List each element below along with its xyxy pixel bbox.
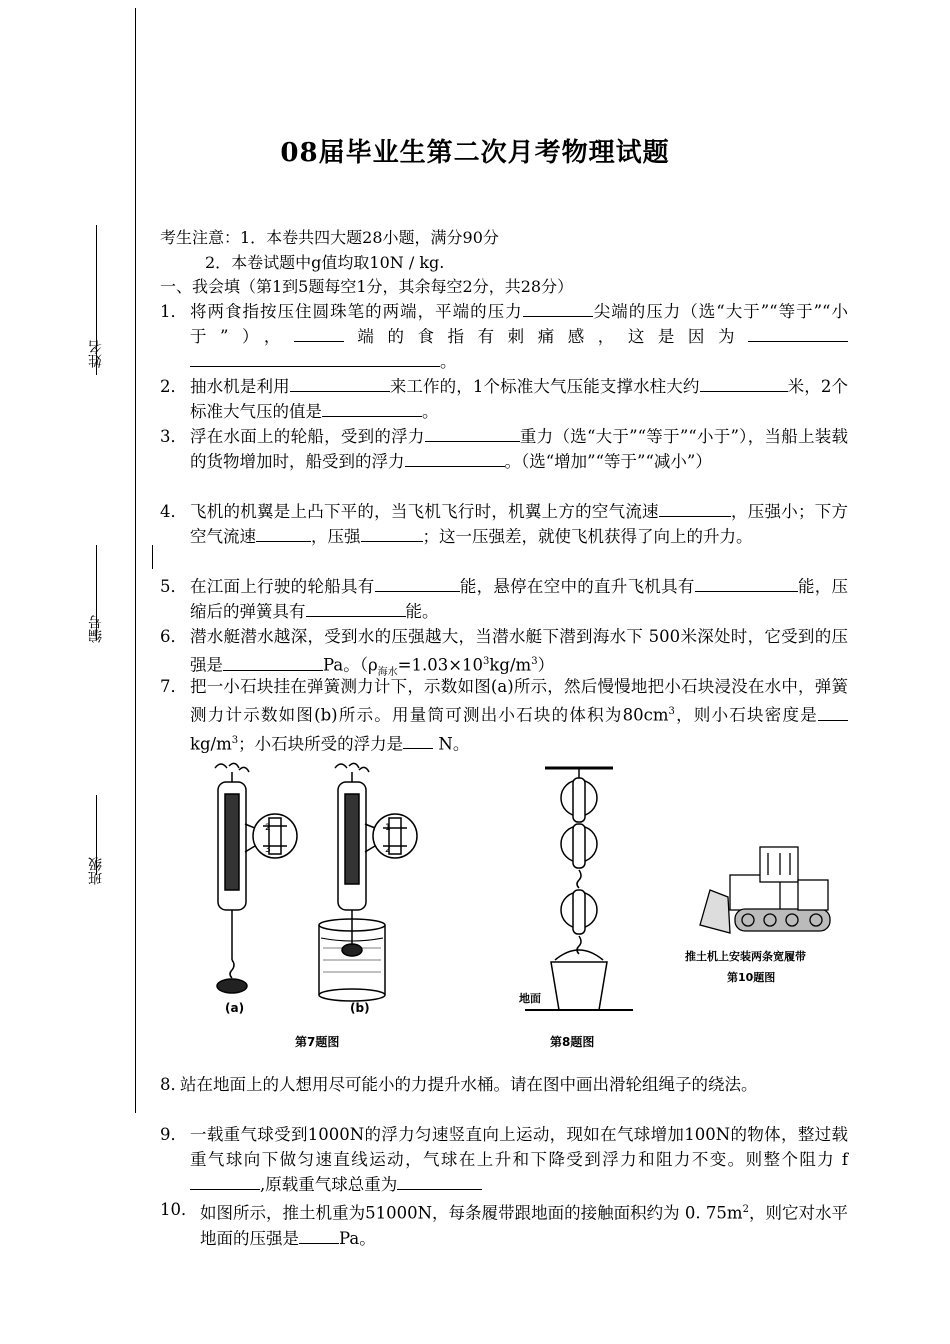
question-text: 尖端的压力（选“大于”“等于”“小于”）， [190,302,849,346]
question-text: 能。 [405,602,439,621]
question-text: ，压强 [311,527,361,546]
class-label: 班级 [88,857,104,885]
figure-8-pulley [515,760,635,1020]
binding-line [135,8,136,1113]
answer-blank[interactable] [361,525,423,542]
question-text: 潜水艇潜水越深，受到水的压强越大，当潜水艇下潜到海水下 500米深处时，它受到的压强是 [190,627,848,675]
figure-10-label: 推土机上安装两条宽履带 [685,950,806,963]
name-label: 姓名 [88,340,104,368]
figure-10-caption: 第10题图 [727,971,776,984]
figure-10-bulldozer [690,835,840,945]
question-text: N。 [433,734,470,753]
question-text: 。 [440,352,457,371]
question-3 [160,424,848,474]
question-text: 把一小石块挂在弹簧测力计下，示数如图(a)所示，然后慢慢地把小石块浸没在水中，弹簧测力计示数如图(b)所示。用量筒可测出小石块的体积为80cm [190,677,848,725]
question-number: 2． [160,377,187,396]
figure-7-caption: 第7题图 [295,1035,340,1049]
question-text: kg/m [190,734,232,753]
question-text: 将两食指按压住圆珠笔的两端，平端的压力 [190,302,523,321]
question-text: 抽水机是利用 [190,377,290,396]
question-text: 浮在水面上的轮船，受到的浮力 [190,427,425,446]
answer-blank[interactable] [523,300,593,317]
answer-blank[interactable] [375,575,460,592]
answer-blank[interactable] [190,1173,260,1190]
question-2 [160,374,848,424]
question-text: =1.03×10 [397,655,484,675]
answer-blank[interactable] [322,400,422,417]
superscript: 3 [231,734,239,746]
question-text: 能，压缩后的弹簧具有 [190,577,849,621]
class-field[interactable] [78,795,118,905]
superscript: 2 [742,1204,749,1215]
question-number: 5． [160,577,187,596]
question-number: 1． [160,302,187,321]
question-number: 6． [160,627,187,646]
notice-line-1: 考生注意：1．本卷共四大题28小题，满分90分 [160,228,499,247]
question-number: 4． [160,502,187,521]
question-text: Pa。（ρ [323,655,378,675]
question-text: kg/m [489,655,532,675]
question-1 [160,299,848,374]
question-text: ，则小石块密度是 [674,705,819,725]
figure-7-spring-scale [205,760,440,1015]
answer-blank[interactable] [299,1227,339,1244]
question-number: 10． [160,1200,198,1219]
question-text: 站在地面上的人想用尽可能小的力提升水桶。请在图中画出滑轮组绳子的绕法。 [180,1075,758,1094]
question-4 [160,499,848,549]
question-text: ，则它对水平地面的压强是 [200,1203,848,1248]
answer-blank[interactable] [760,375,788,392]
question-text: 能，悬停在空中的直升飞机具有 [459,577,695,596]
answer-blank[interactable] [700,375,760,392]
question-text: 重力（选“大于”“等于”“小于”），当船上装载的货物增加时，船受到的浮力 [190,427,848,471]
subscript: 海水 [377,666,398,678]
question-text: 米，2个标准大气压的值是 [190,377,849,421]
question-text: 在江面上行驶的轮船具有 [190,577,375,596]
superscript: 3 [483,656,490,667]
notice-line-2: 2．本卷试题中g值均取10N / kg. [205,253,445,272]
question-text: 一载重气球受到1000N的浮力匀速竖直向上运动，现如在气球增加100N的物体，整过载重气球向下做匀速直线运动，气球在上升和下降受到浮力和阻力不变。则整个阻力 f [190,1125,848,1169]
question-text: 来工作的，1个标准大气压能支撑水柱大约 [389,377,700,396]
question-9 [160,1122,848,1197]
question-number: 8． [160,1075,187,1094]
question-text: ；这一压强差，就使飞机获得了向上的升力。 [422,527,753,546]
answer-blank[interactable] [695,575,770,592]
question-7 [160,674,848,756]
answer-blank[interactable] [405,450,505,467]
superscript: 3 [531,656,538,667]
question-10 [160,1197,848,1251]
scale-a-mark-2: 3 [265,845,271,855]
answer-blank[interactable] [256,525,311,542]
question-text: ,原载重气球总重为 [260,1175,398,1194]
figure-7a-label: (a) [225,1001,245,1015]
question-text: 端的食指有刺痛感，这是因为 [343,327,749,346]
answer-blank[interactable] [190,350,440,367]
margin-tick [152,545,153,569]
answer-blank[interactable] [770,575,798,592]
answer-blank[interactable] [290,375,390,392]
figure-7b-label: (b) [350,1001,370,1015]
question-number: 7． [160,677,187,696]
name-field[interactable] [78,225,118,385]
ground-label: 地面 [519,992,541,1005]
answer-blank[interactable] [306,600,406,617]
answer-blank[interactable] [659,500,731,517]
question-text: 。 [422,402,439,421]
question-text: 飞机的机翼是上凸下平的，当飞机飞行时，机翼上方的空气流速 [190,502,659,521]
scale-b-mark-1: 1 [385,823,391,833]
question-text: Pa。 [339,1228,376,1248]
superscript: 3 [668,706,675,717]
section-1-heading: 一、我会填（第1到5题每空1分，其余每空2分，共28分） [160,277,574,296]
answer-blank[interactable] [748,325,848,342]
question-text: 。（选“增加”“等于”“减小”） [504,452,712,471]
number-field[interactable] [78,545,118,655]
scale-a-mark-1: 2 [265,823,271,833]
figure-8-caption: 第8题图 [550,1035,595,1049]
answer-blank[interactable] [223,654,323,671]
question-number: 9． [160,1125,187,1144]
number-label: 编号 [88,615,104,643]
answer-blank[interactable] [403,732,433,749]
question-text: ） [537,655,555,675]
answer-blank[interactable] [397,1173,482,1190]
scale-b-mark-2: 2 [385,845,391,855]
question-text: ，压强小；下方空气流速 [190,502,849,546]
question-8 [160,1072,848,1097]
question-5 [160,574,848,624]
question-number: 3． [160,427,187,446]
answer-blank[interactable] [818,704,848,721]
page-title: 08届毕业生第二次月考物理试题 [280,138,670,168]
answer-blank[interactable] [294,325,344,342]
question-text: ；小石块所受的浮力是 [238,734,404,753]
question-text: 如图所示，推土机重为51000N，每条履带跟地面的接触面积约为 0. 75m [200,1203,743,1223]
answer-blank[interactable] [425,425,520,442]
